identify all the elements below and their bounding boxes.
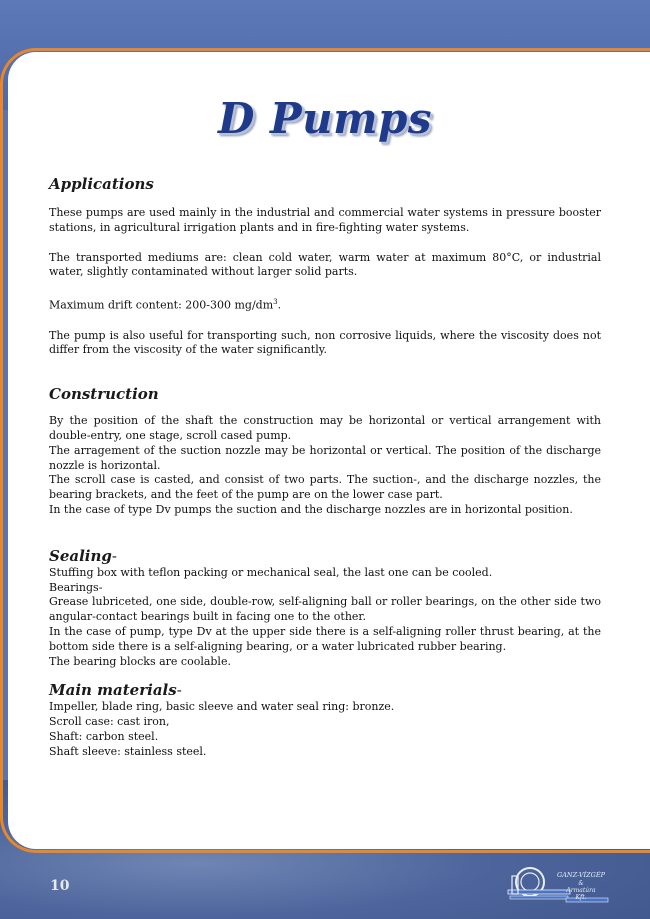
sealing-paragraph: In the case of pump, type Dv at the upper side there is a self-aligning roller thrust bearing, at the bottom side there is a self-aligning bearing, or a water lubricated rubber bearing.: [49, 625, 601, 653]
construction-paragraph: The scroll case is casted, and consist of two parts. The suction-, and the discharge nozzles, the bearing brackets, and the feet of the pump are on the lower case part.: [49, 473, 601, 502]
materials-paragraph: Impeller, blade ring, basic sleeve and water seal ring: bronze.: [49, 700, 395, 714]
applications-heading: Applications: [49, 175, 154, 193]
construction-heading: Construction: [49, 385, 159, 404]
construction-paragraph: The arragement of the suction nozzle may be horizontal or vertical. The position of the discharge nozzle is horizontal.: [49, 443, 601, 472]
logo-armatura: Armatúra: [566, 887, 596, 894]
drift-content-text: Maximum drift content: 200-300 mg/dm: [49, 298, 274, 312]
materials-paragraph: Scroll case: cast iron,: [49, 715, 170, 729]
applications-paragraph: The pump is also useful for transporting such, non corrosive liquids, where the viscosity does not differ from the viscosity of the water significantly.: [49, 328, 601, 357]
sealing-paragraph: Stuffing box with teflon packing or mechanical seal, the last one can be cooled.: [49, 565, 493, 579]
materials-heading-text: Main materials: [49, 681, 177, 700]
sealing-paragraph: Bearings-: [49, 580, 103, 594]
applications-paragraph: These pumps are used mainly in the industrial and commercial water systems in pressure booster stations, in agricultural irrigation plants and in fire-fighting water systems.: [49, 206, 601, 234]
sealing-paragraph: Grease lubriceted, one side, double-row, self-aligning ball or roller bearings, on the other side two angular-contact bearings built in facing one to the other.: [49, 595, 601, 624]
drift-content-end: .: [277, 298, 282, 312]
materials-heading-suffix: -: [176, 681, 182, 700]
logo-kft: Kft.: [575, 894, 587, 901]
logo-name: GANZ-VÍZGÉP: [557, 871, 605, 879]
sealing-heading-text: Sealing: [49, 546, 112, 565]
sealing-heading: [49, 546, 601, 566]
drift-content-paragraph: [49, 295, 601, 313]
construction-paragraph: By the position of the shaft the construction may be horizontal or vertical arrangement with double-entry, one stage, scroll cased pump.: [49, 414, 601, 443]
company-logo: [500, 858, 612, 904]
sealing-heading-suffix: -: [111, 546, 117, 565]
materials-paragraph: Shaft: carbon steel.: [49, 729, 159, 743]
applications-paragraph: The transported mediums are: clean cold water, warm water at maximum 80°C, or industrial water, slightly contaminated without larger solid parts.: [49, 250, 601, 279]
logo-ampersand: &: [578, 880, 584, 887]
construction-paragraph: In the case of type Dv pumps the suction and the discharge nozzles are in horizontal position.: [49, 503, 573, 517]
materials-paragraph: Shaft sleeve: stainless steel.: [49, 744, 207, 758]
materials-heading: [49, 680, 601, 700]
document-body: [49, 174, 601, 760]
superscript: 3: [273, 298, 278, 307]
sealing-paragraph: The bearing blocks are coolable.: [49, 654, 231, 668]
page-title: D Pumps: [217, 94, 433, 143]
page-number: 10: [50, 878, 70, 894]
